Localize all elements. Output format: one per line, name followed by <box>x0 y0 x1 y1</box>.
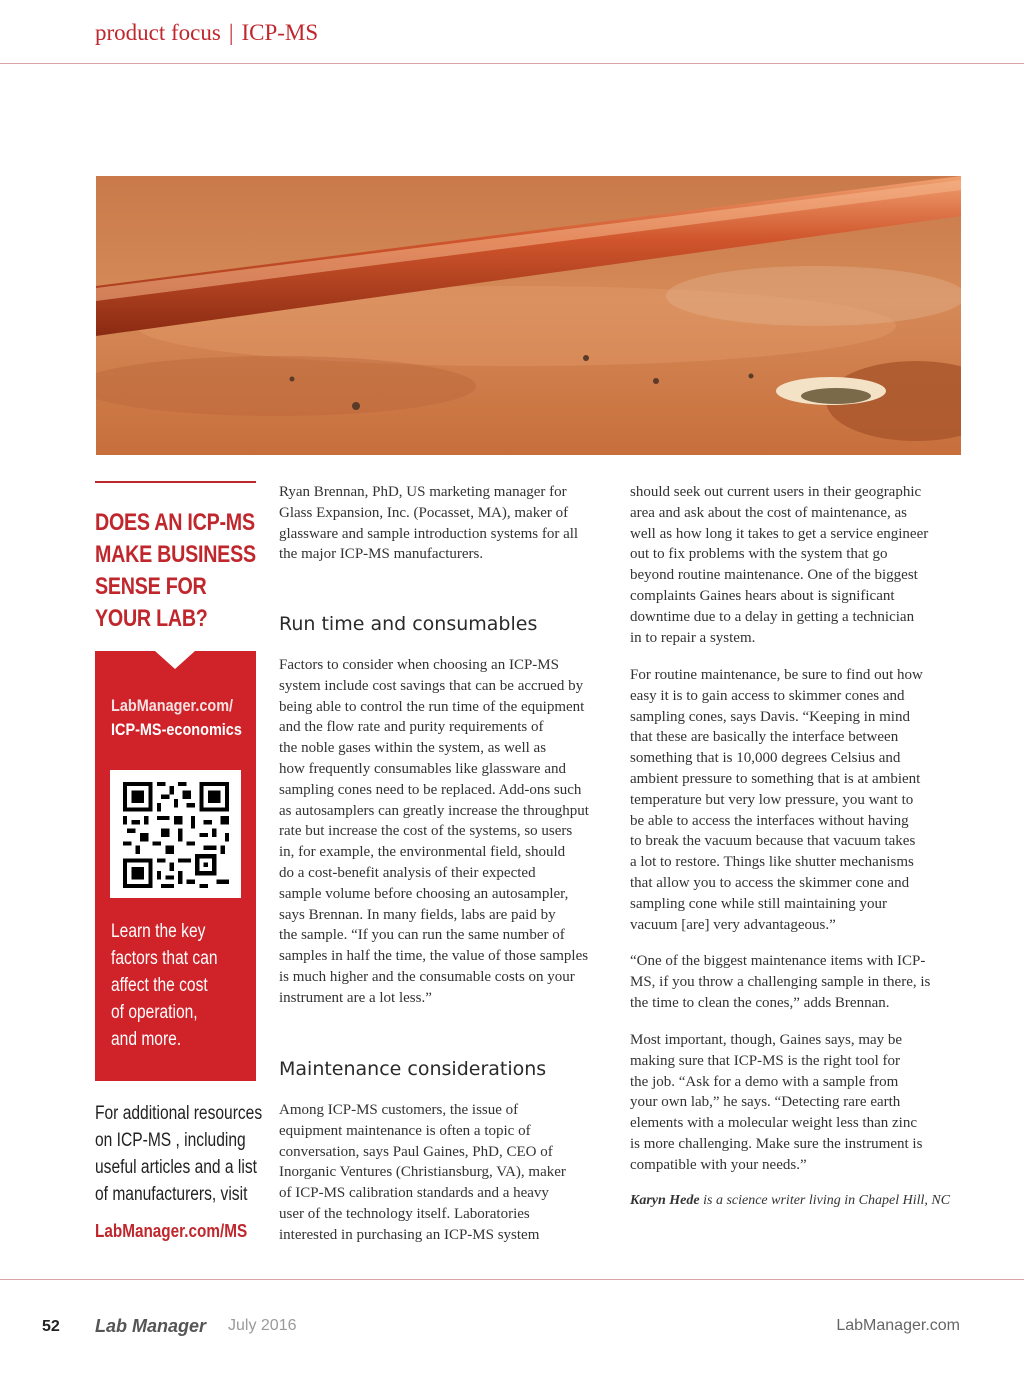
col2-paragraph-2 <box>630 665 923 935</box>
topic-label: ICP-MS <box>241 20 319 45</box>
text-line: equipment maintenance is often a topic of <box>279 1122 531 1139</box>
text-line: and the flow rate and purity requirements of <box>279 719 544 736</box>
col2-paragraph-4 <box>630 1030 922 1176</box>
text-line: complaints Gaines hears about is significant <box>630 587 895 604</box>
text-line: Most important, though, Gaines says, may be <box>630 1032 903 1048</box>
sidebar-title <box>95 507 256 635</box>
text-line: easy it is to gain access to skimmer cones and <box>630 687 905 704</box>
intro-paragraph <box>279 482 609 565</box>
footer-website[interactable]: LabManager.com <box>836 1317 960 1334</box>
text-line: sampling cones need to be replaced. Add-ons such <box>279 781 582 798</box>
text-line: the noble gases within the system, as well as <box>279 740 547 757</box>
text-line: Glass Expansion, Inc. (Pocasset, MA), maker of <box>279 504 569 521</box>
text-line: how frequently consumables like glassware and <box>279 760 566 777</box>
sidebar-title-line: YOUR LAB? <box>95 605 208 632</box>
header-rule <box>0 63 1024 64</box>
text-line: the major ICP-MS manufacturers. <box>279 546 484 563</box>
text-line: vacuum [are] very advantageous.” <box>630 916 836 933</box>
text-line: your own lab,” he says. “Detecting rare earth <box>630 1094 901 1111</box>
resources-line: For additional resources <box>95 1103 263 1124</box>
text-line: is much higher and the consumable costs on your <box>279 968 575 985</box>
author-name: Karyn Hede <box>630 1193 700 1208</box>
text-line: temperature but very low pressure, you want to <box>630 791 914 808</box>
run-time-paragraph <box>279 655 589 1009</box>
author-byline <box>630 1193 950 1209</box>
text-line: the time to clean the cones,” adds Brennan. <box>630 994 890 1011</box>
text-line: is more challenging. Make sure the instrument is <box>630 1135 923 1152</box>
sidebar-title-line: MAKE BUSINESS <box>95 541 256 568</box>
col2-paragraph-3 <box>630 951 930 1013</box>
promo-text-line: and more. <box>111 1029 182 1050</box>
text-line: Factors to consider when choosing an ICP-MS <box>279 657 559 673</box>
promo-text-line: of operation, <box>111 1002 198 1023</box>
text-line: to break the vacuum because that vacuum takes <box>630 833 916 850</box>
text-line: Inorganic Ventures (Christiansburg, VA), maker <box>279 1164 566 1181</box>
text-line: Ryan Brennan, PhD, US marketing manager for <box>279 484 567 500</box>
text-line: elements with a molecular weight less than zinc <box>630 1115 917 1132</box>
author-bio: is a science writer living in Chapel Hill, NC <box>699 1193 951 1208</box>
text-line: says Brennan. In many fields, labs are paid by <box>279 906 556 923</box>
resources-line: useful articles and a list <box>95 1157 257 1178</box>
text-line: beyond routine maintenance. One of the biggest <box>630 567 918 584</box>
promo-link[interactable] <box>111 694 242 742</box>
text-line: rate but increase the cost of the systems, so users <box>279 823 573 840</box>
text-line: conversation, says Paul Gaines, PhD, CEO of <box>279 1143 553 1160</box>
issue-date: July 2016 <box>228 1317 297 1334</box>
page-number: 52 <box>42 1318 60 1335</box>
text-line: For routine maintenance, be sure to find out how <box>630 667 923 683</box>
hero-photo-rusty-pipe <box>96 176 961 455</box>
text-line: glassware and sample introduction systems for all <box>279 525 579 542</box>
text-line: the sample. “If you can run the same number of <box>279 927 565 944</box>
text-line: of ICP-MS calibration standards and a heavy <box>279 1185 549 1202</box>
maintenance-paragraph <box>279 1100 566 1246</box>
promo-text-line: affect the cost <box>111 975 208 996</box>
footer-rule <box>0 1279 1024 1280</box>
text-line: instrument are a lot less.” <box>279 989 432 1006</box>
text-line: being able to control the run time of the equipment <box>279 698 585 715</box>
text-line: compatible with your needs.” <box>630 1156 807 1173</box>
heading-run-time: Run time and consumables <box>279 613 538 635</box>
text-line: in, for example, the environmental field, should <box>279 844 566 861</box>
promo-link-line[interactable]: ICP-MS-economics <box>111 720 242 739</box>
sidebar-title-line: SENSE FOR <box>95 573 207 600</box>
section-header <box>95 20 318 46</box>
qr-code[interactable] <box>110 770 241 898</box>
promo-text-line: Learn the key <box>111 921 206 942</box>
text-line: be able to access the interfaces without having <box>630 812 909 829</box>
text-line: out to fix problems with the system that go <box>630 546 888 563</box>
text-line: well as how long it takes to get a service engineer <box>630 525 929 542</box>
text-line: area and ask about the cost of maintenance, as <box>630 504 907 521</box>
col2-paragraph-1 <box>630 482 928 648</box>
promo-notch <box>155 651 195 669</box>
text-line: user of the technology itself. Laboratories <box>279 1205 530 1222</box>
text-line: downtime due to a delay in getting a technician <box>630 608 915 625</box>
text-line: as autosamplers can greatly increase the throughput <box>279 802 589 819</box>
sidebar-rule <box>95 481 256 483</box>
section-label: product focus <box>95 20 221 45</box>
text-line: that allow you to access the skimmer cone and <box>630 874 910 891</box>
text-line: samples in half the time, the value of those samples <box>279 948 589 965</box>
resources-text <box>95 1100 262 1208</box>
sidebar-title-line: DOES AN ICP-MS <box>95 509 255 536</box>
text-line: system include cost savings that can be accrued by <box>279 677 584 694</box>
resources-line: on ICP-MS , including <box>95 1130 246 1151</box>
text-line: sampling cone while still maintaining your <box>630 895 888 912</box>
promo-link-line[interactable]: LabManager.com/ <box>111 696 234 715</box>
text-line: MS, if you throw a challenging sample in there, is <box>630 973 931 990</box>
magazine-name: Lab Manager <box>95 1316 207 1336</box>
text-line: sampling cones, says Davis. “Keeping in mind <box>630 708 910 725</box>
text-line: sample volume before choosing an autosampler, <box>279 885 569 902</box>
text-line: should seek out current users in their geographic <box>630 484 922 500</box>
text-line: making sure that ICP-MS is the right tool for <box>630 1052 900 1069</box>
text-line: the job. “Ask for a demo with a sample from <box>630 1073 899 1090</box>
text-line: something that is 10,000 degrees Celsius and <box>630 750 901 767</box>
resources-link[interactable]: LabManager.com/MS <box>95 1221 248 1241</box>
resources-line: of manufacturers, visit <box>95 1184 248 1205</box>
text-line: a lot to restore. Things like shutter mechanisms <box>630 854 914 871</box>
text-line: “One of the biggest maintenance items with ICP- <box>630 953 926 969</box>
text-line: do a cost-benefit analysis of their expected <box>279 864 536 881</box>
text-line: in to repair a system. <box>630 629 756 646</box>
text-line: interested in purchasing an ICP-MS system <box>279 1226 540 1243</box>
text-line: that these are basically the interface between <box>630 729 899 746</box>
promo-text-line: factors that can <box>111 948 218 969</box>
promo-description <box>111 918 218 1053</box>
header-separator: | <box>228 20 234 45</box>
text-line: ambient pressure to something that is at ambient <box>630 770 921 787</box>
heading-maintenance: Maintenance considerations <box>279 1058 547 1080</box>
text-line: Among ICP-MS customers, the issue of <box>279 1102 519 1118</box>
